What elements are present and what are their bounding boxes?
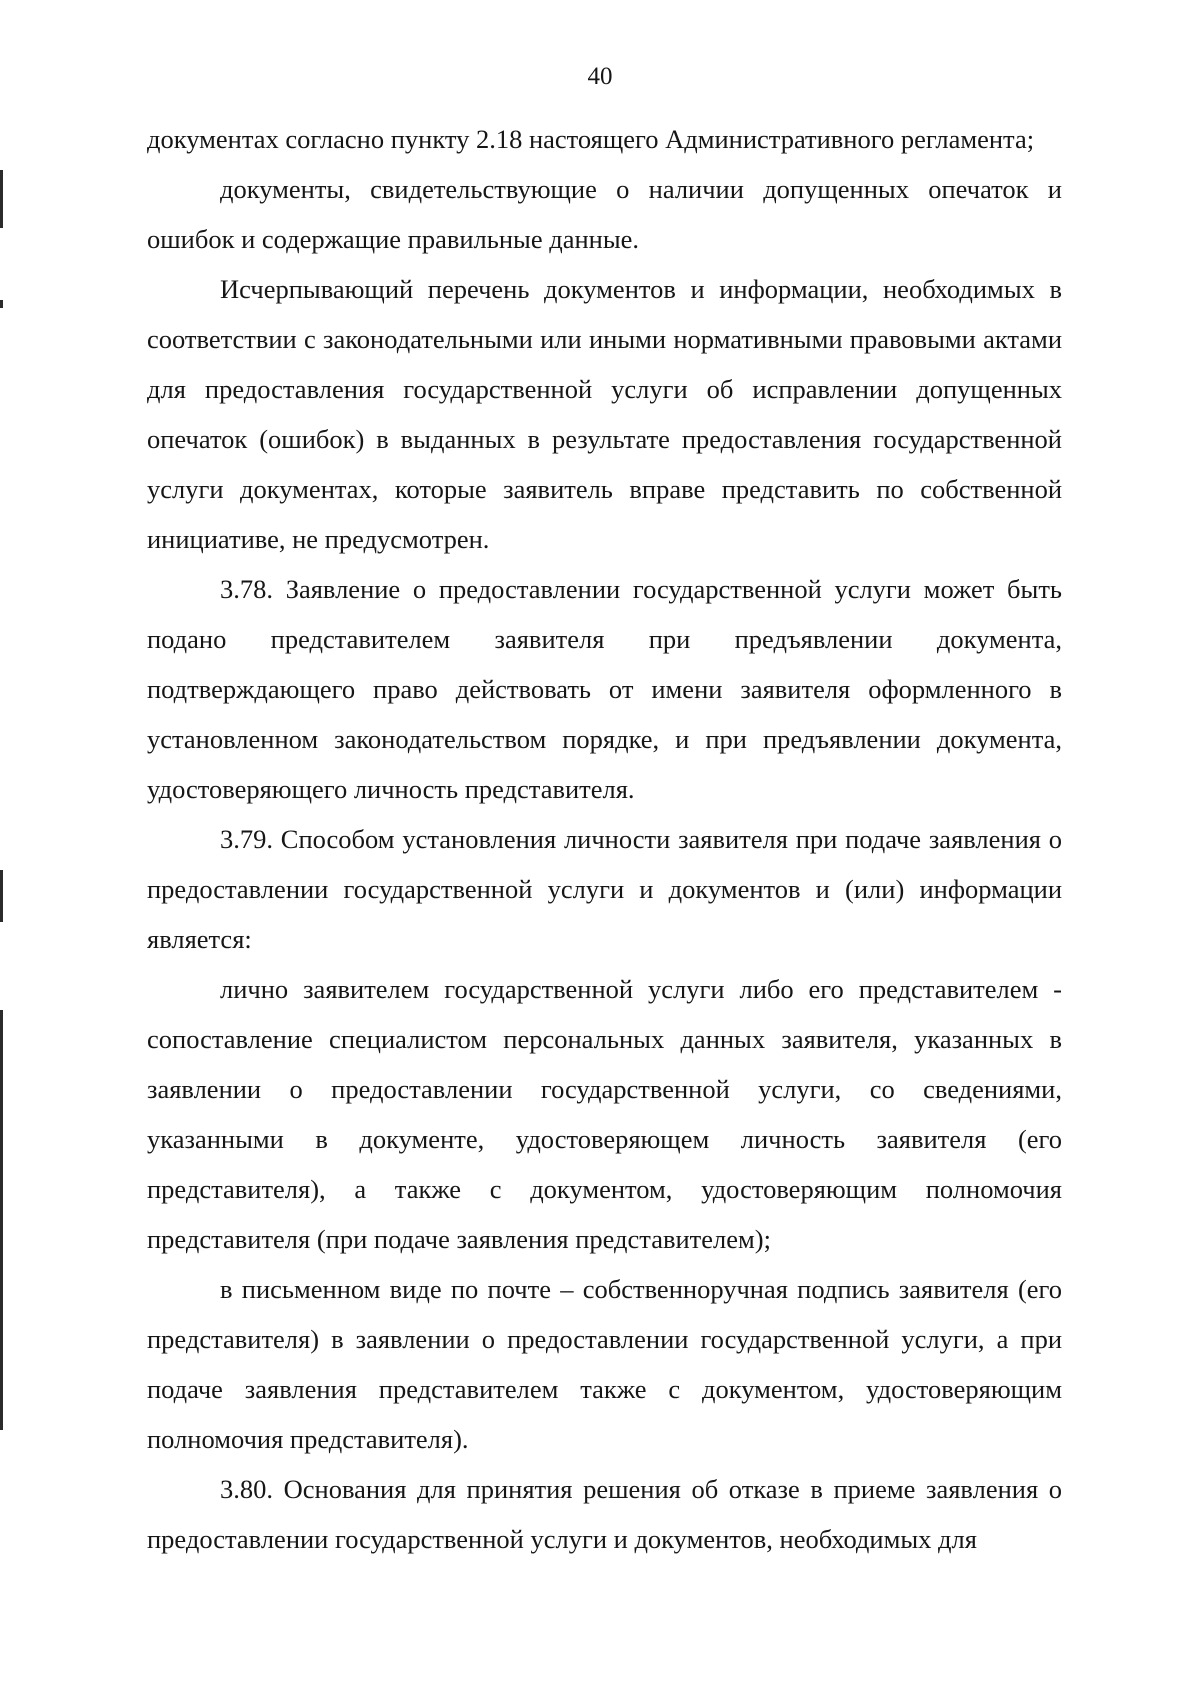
paragraph-continuation: документах согласно пункту 2.18 настоящего Административного регламента; xyxy=(147,124,1035,154)
scan-edge-mark-top xyxy=(0,170,3,228)
paragraph-3-80: 3.80. Основания для принятия решения об отказе в приеме заявления о предоставлении государственной услуги и документов, необходимых для xyxy=(147,1474,1062,1554)
document-body xyxy=(147,114,1062,1564)
scan-edge-mark-lower xyxy=(0,1010,3,1430)
scan-edge-mark-small xyxy=(0,300,3,308)
paragraph-list-item: документы, свидетельствующие о наличии допущенных опечаток и ошибок и содержащие правильные данные. xyxy=(147,174,1062,254)
page-number: 40 xyxy=(587,63,613,90)
scan-edge-mark-middle xyxy=(0,870,3,922)
paragraph-3-78: 3.78. Заявление о предоставлении государственной услуги может быть подано представителем заявителя при предъявлении документа, подтверждающего право действовать от имени заявителя оформленного в установленном законодательством порядке, и при предъявлении документа, удостоверяющего личность представителя. xyxy=(147,574,1062,804)
paragraph-by-mail: в письменном виде по почте – собственноручная подпись заявителя (его представителя) в заявлении о предоставлении государственной услуги, а при подаче заявления представителем также с документом, удостоверяющим полномочия представителя). xyxy=(147,1274,1062,1454)
paragraph-in-person: лично заявителем государственной услуги либо его представителем - сопоставление специалистом персональных данных заявителя, указанных в заявлении о предоставлении государственной услуги, со сведениями, указанными в документе, удостоверяющем личность заявителя (его представителя), а также с документом, удостоверяющим полномочия представителя (при подаче заявления представителем); xyxy=(147,974,1062,1254)
paragraph-3-79: 3.79. Способом установления личности заявителя при подаче заявления о предоставлении государственной услуги и документов и (или) информации является: xyxy=(147,824,1062,954)
paragraph-exhaustive-list: Исчерпывающий перечень документов и информации, необходимых в соответствии с законодательными или иными нормативными правовыми актами для предоставления государственной услуги об исправлении допущенных опечаток (ошибок) в выданных в результате предоставления государственной услуги документах, которые заявитель вправе представить по собственной инициативе, не предусмотрен. xyxy=(147,274,1062,554)
